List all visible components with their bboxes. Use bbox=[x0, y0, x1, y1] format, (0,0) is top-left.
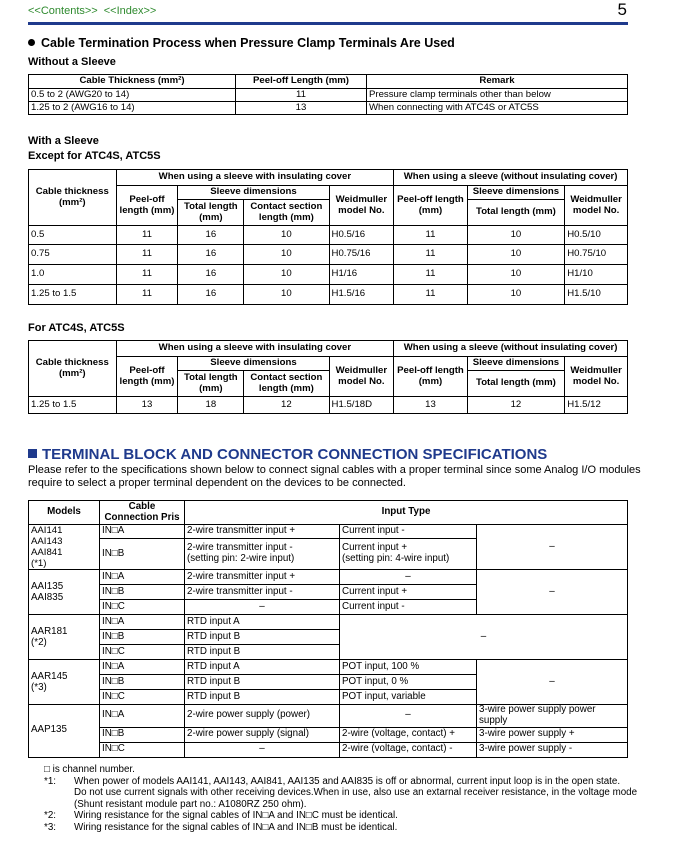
footnote-key-spacer bbox=[44, 787, 74, 810]
weid-header: Weidmuller model No. bbox=[329, 357, 394, 397]
input-cell: Current input - bbox=[340, 525, 477, 539]
cell: 10 bbox=[467, 245, 565, 265]
cell: 18 bbox=[178, 397, 244, 414]
cell: 13 bbox=[116, 397, 178, 414]
cell: 11 bbox=[394, 265, 467, 285]
section2-description: Please refer to the specifications shown below to connect signal cables with a proper terminal since some Analog I/O modules require to select a proper terminal dependent on the devices to be connected. bbox=[28, 464, 641, 489]
contact-header: Contact section length (mm) bbox=[244, 200, 329, 226]
input-cell: RTD input B bbox=[185, 645, 340, 660]
section2-title-text: TERMINAL BLOCK AND CONNECTOR CONNECTION SPECIFICATIONS bbox=[42, 446, 548, 463]
input-cell: 2-wire (voltage, contact) + bbox=[340, 727, 477, 742]
input-cell: POT input, variable bbox=[340, 690, 477, 705]
cell: H0.5/10 bbox=[565, 226, 628, 245]
cell: 10 bbox=[467, 285, 565, 305]
pin-cell: IN□B bbox=[100, 630, 185, 645]
cell: Pressure clamp terminals other than below bbox=[367, 89, 628, 102]
top-nav bbox=[28, 5, 162, 17]
models-header: Models bbox=[29, 501, 100, 525]
peel2-header: Peel-off length (mm) bbox=[394, 357, 467, 397]
cell: H0.5/16 bbox=[329, 226, 394, 245]
peel-header: Peel-off length (mm) bbox=[116, 357, 178, 397]
peel2-header: Peel-off length (mm) bbox=[394, 186, 467, 226]
footnote-text: Wiring resistance for the signal cables of IN□A and IN□C must be identical. bbox=[74, 810, 398, 822]
cell: 11 bbox=[116, 285, 178, 305]
model-cell: AAP135 bbox=[29, 705, 100, 758]
input-cell: RTD input A bbox=[185, 615, 340, 630]
cell: 1.25 to 2 (AWG16 to 14) bbox=[29, 102, 236, 115]
cell: H1.5/18D bbox=[329, 397, 394, 414]
cell: 1.25 to 1.5 bbox=[29, 285, 117, 305]
with-sleeve-heading: With a Sleeve bbox=[28, 135, 99, 147]
cell: 10 bbox=[244, 265, 329, 285]
cell: 11 bbox=[236, 89, 367, 102]
cell: 11 bbox=[116, 245, 178, 265]
pin-cell: IN□C bbox=[100, 690, 185, 705]
model-cell bbox=[29, 660, 100, 705]
input-cell: RTD input A bbox=[185, 660, 340, 675]
section-title bbox=[28, 36, 455, 50]
insulating-header: When using a sleeve with insulating cover bbox=[116, 341, 394, 357]
footnote bbox=[44, 822, 644, 834]
header-rule bbox=[28, 22, 628, 25]
model-cell bbox=[29, 525, 100, 570]
col-header: Remark bbox=[367, 75, 628, 89]
atc-heading: For ATC4S, ATC5S bbox=[28, 322, 125, 334]
connection-spec-table bbox=[28, 500, 628, 758]
input-cell: 2-wire transmitter input - bbox=[185, 585, 340, 600]
footnote bbox=[44, 810, 644, 822]
model-name: AAI141 bbox=[31, 525, 63, 536]
weid-header: Weidmuller model No. bbox=[565, 186, 628, 226]
no-insulating-header: When using a sleeve (without insulating cover) bbox=[394, 170, 628, 186]
no-insulating-header: When using a sleeve (without insulating cover) bbox=[394, 341, 628, 357]
pin-cell: IN□A bbox=[100, 525, 185, 539]
input-type-header: Input Type bbox=[185, 501, 628, 525]
cell: H1.5/10 bbox=[565, 285, 628, 305]
sleeve-dims-header: Sleeve dimensions bbox=[467, 186, 565, 200]
footnote-text: Do not use current signals with other receiving devices.When in use, also use an extarnal receiver resistance, in the voltage mode (Shunt resistant module part no.: A1080RZ 250 ohm). bbox=[74, 787, 638, 810]
model-name: AAR181 bbox=[31, 626, 68, 637]
cell: 16 bbox=[178, 226, 244, 245]
pin-cell: IN□A bbox=[100, 570, 185, 585]
footnote bbox=[44, 764, 644, 776]
cell: H1.5/16 bbox=[329, 285, 394, 305]
model-cell bbox=[29, 615, 100, 660]
cell: 10 bbox=[244, 226, 329, 245]
input-cell: POT input, 0 % bbox=[340, 675, 477, 690]
pin-cell: IN□A bbox=[100, 615, 185, 630]
total-header: Total length (mm) bbox=[178, 371, 244, 397]
cell: 12 bbox=[244, 397, 329, 414]
except-atc-heading: Except for ATC4S, ATC5S bbox=[28, 150, 161, 162]
cable-pins-header: Cable Connection Pris bbox=[100, 501, 185, 525]
input-cell: RTD input B bbox=[185, 690, 340, 705]
cell: 0.75 bbox=[29, 245, 117, 265]
footnote bbox=[44, 787, 644, 810]
input-cell: RTD input B bbox=[185, 675, 340, 690]
cell: H1/10 bbox=[565, 265, 628, 285]
input-cell: Current input - bbox=[340, 600, 477, 615]
input-cell: POT input, 100 % bbox=[340, 660, 477, 675]
pin-cell: IN□B bbox=[100, 727, 185, 742]
total-header: Total length (mm) bbox=[178, 200, 244, 226]
input-line: (setting pin: 2-wire input) bbox=[187, 553, 295, 565]
cable-thickness-header: Cable thickness (mm²) bbox=[29, 170, 117, 226]
cell: 1.25 to 1.5 bbox=[29, 397, 117, 414]
pin-cell: IN□B bbox=[100, 585, 185, 600]
cell: 16 bbox=[178, 265, 244, 285]
model-name: AAI835 bbox=[31, 592, 64, 603]
footnotes bbox=[44, 764, 644, 834]
model-cell bbox=[29, 570, 100, 615]
pin-cell: IN□B bbox=[100, 675, 185, 690]
sleeve-dims-header: Sleeve dimensions bbox=[178, 186, 329, 200]
without-sleeve-heading: Without a Sleeve bbox=[28, 56, 116, 68]
input-cell: – bbox=[340, 570, 477, 585]
index-link[interactable]: <<Index>> bbox=[103, 5, 157, 17]
input-cell bbox=[185, 539, 340, 570]
cell: 10 bbox=[244, 285, 329, 305]
cell: 1.0 bbox=[29, 265, 117, 285]
input-cell: – bbox=[477, 660, 628, 705]
cell: 0.5 to 2 (AWG20 to 14) bbox=[29, 89, 236, 102]
input-cell: 2-wire transmitter input + bbox=[185, 525, 340, 539]
input-cell bbox=[340, 539, 477, 570]
input-cell: 3-wire power supply power supply bbox=[477, 705, 628, 728]
col-header: Peel-off Length (mm) bbox=[236, 75, 367, 89]
total-header: Total length (mm) bbox=[467, 200, 565, 226]
input-cell: – bbox=[185, 600, 340, 615]
input-line: (setting pin: 4-wire input) bbox=[342, 553, 450, 565]
pin-cell: IN□C bbox=[100, 645, 185, 660]
footnote bbox=[44, 776, 644, 788]
cell: H0.75/10 bbox=[565, 245, 628, 265]
input-cell: Current input + bbox=[340, 585, 477, 600]
cell: 0.5 bbox=[29, 226, 117, 245]
section-title-text: Cable Termination Process when Pressure Clamp Terminals Are Used bbox=[41, 36, 455, 50]
cell: 11 bbox=[116, 226, 178, 245]
with-sleeve-table bbox=[28, 169, 628, 305]
section2-title bbox=[28, 446, 547, 463]
model-name: AAR145 bbox=[31, 671, 68, 682]
input-cell: 2-wire power supply (power) bbox=[185, 705, 340, 728]
weid-header: Weidmuller model No. bbox=[329, 186, 394, 226]
insulating-header: When using a sleeve with insulating cover bbox=[116, 170, 394, 186]
model-note: (*2) bbox=[31, 637, 47, 648]
sleeve-dims-header: Sleeve dimensions bbox=[467, 357, 565, 371]
input-cell: – bbox=[340, 705, 477, 728]
cell: 11 bbox=[394, 285, 467, 305]
footnote-key: *1: bbox=[44, 775, 56, 787]
input-cell: – bbox=[185, 742, 340, 757]
pin-cell: IN□A bbox=[100, 660, 185, 675]
atc-table bbox=[28, 340, 628, 414]
without-sleeve-table bbox=[28, 74, 628, 115]
cell: 10 bbox=[467, 265, 565, 285]
input-cell: 2-wire transmitter input + bbox=[185, 570, 340, 585]
cell: 16 bbox=[178, 245, 244, 265]
page-number: 5 bbox=[617, 0, 627, 19]
cell: H0.75/16 bbox=[329, 245, 394, 265]
cell: When connecting with ATC4S or ATC5S bbox=[367, 102, 628, 115]
cell: 10 bbox=[467, 226, 565, 245]
cell: 13 bbox=[394, 397, 467, 414]
cell: 11 bbox=[116, 265, 178, 285]
cell: H1/16 bbox=[329, 265, 394, 285]
footnote-text: Wiring resistance for the signal cables of IN□A and IN□B must be identical. bbox=[74, 821, 398, 833]
pin-cell: IN□C bbox=[100, 600, 185, 615]
input-line: Current input + bbox=[342, 542, 408, 554]
cell: 11 bbox=[394, 245, 467, 265]
cell: 10 bbox=[244, 245, 329, 265]
model-note: (*1) bbox=[31, 558, 47, 569]
input-cell: – bbox=[340, 615, 628, 660]
model-name: AAI841 bbox=[31, 547, 63, 558]
peel-header: Peel-off length (mm) bbox=[116, 186, 178, 226]
cell: 13 bbox=[236, 102, 367, 115]
cell: H1.5/12 bbox=[565, 397, 628, 414]
input-cell: 2-wire (voltage, contact) - bbox=[340, 742, 477, 757]
model-name: AAI143 bbox=[31, 536, 63, 547]
input-cell: – bbox=[477, 525, 628, 570]
input-cell: – bbox=[477, 570, 628, 615]
col-header: Cable Thickness (mm²) bbox=[29, 75, 236, 89]
input-cell: 3-wire power supply + bbox=[477, 727, 628, 742]
pin-cell: IN□A bbox=[100, 705, 185, 728]
footnote-key: *2: bbox=[44, 810, 56, 822]
sleeve-dims-header: Sleeve dimensions bbox=[178, 357, 329, 371]
footnote-text: When power of models AAI141, AAI143, AAI841, AAI135 and AAI835 is off or abnormal, current input loop is in the open state. bbox=[74, 775, 621, 787]
pin-cell: IN□C bbox=[100, 742, 185, 757]
cable-thickness-header: Cable thickness (mm²) bbox=[29, 341, 117, 397]
bullet-icon bbox=[28, 39, 35, 46]
model-note: (*3) bbox=[31, 682, 47, 693]
input-line: 2-wire transmitter input - bbox=[187, 542, 293, 554]
model-name: AAI135 bbox=[31, 581, 64, 592]
input-cell: RTD input B bbox=[185, 630, 340, 645]
cell: 11 bbox=[394, 226, 467, 245]
footnote-text: □ is channel number. bbox=[44, 764, 135, 775]
footnote-key: *3: bbox=[44, 821, 56, 833]
total-header: Total length (mm) bbox=[467, 371, 565, 397]
contact-header: Contact section length (mm) bbox=[244, 371, 329, 397]
weid-header: Weidmuller model No. bbox=[565, 357, 628, 397]
contents-link[interactable]: <<Contents>> bbox=[28, 5, 98, 17]
input-cell: 3-wire power supply - bbox=[477, 742, 628, 757]
cell: 16 bbox=[178, 285, 244, 305]
input-cell: 2-wire power supply (signal) bbox=[185, 727, 340, 742]
square-bullet-icon bbox=[28, 449, 37, 458]
cell: 12 bbox=[467, 397, 565, 414]
pin-cell: IN□B bbox=[100, 539, 185, 570]
